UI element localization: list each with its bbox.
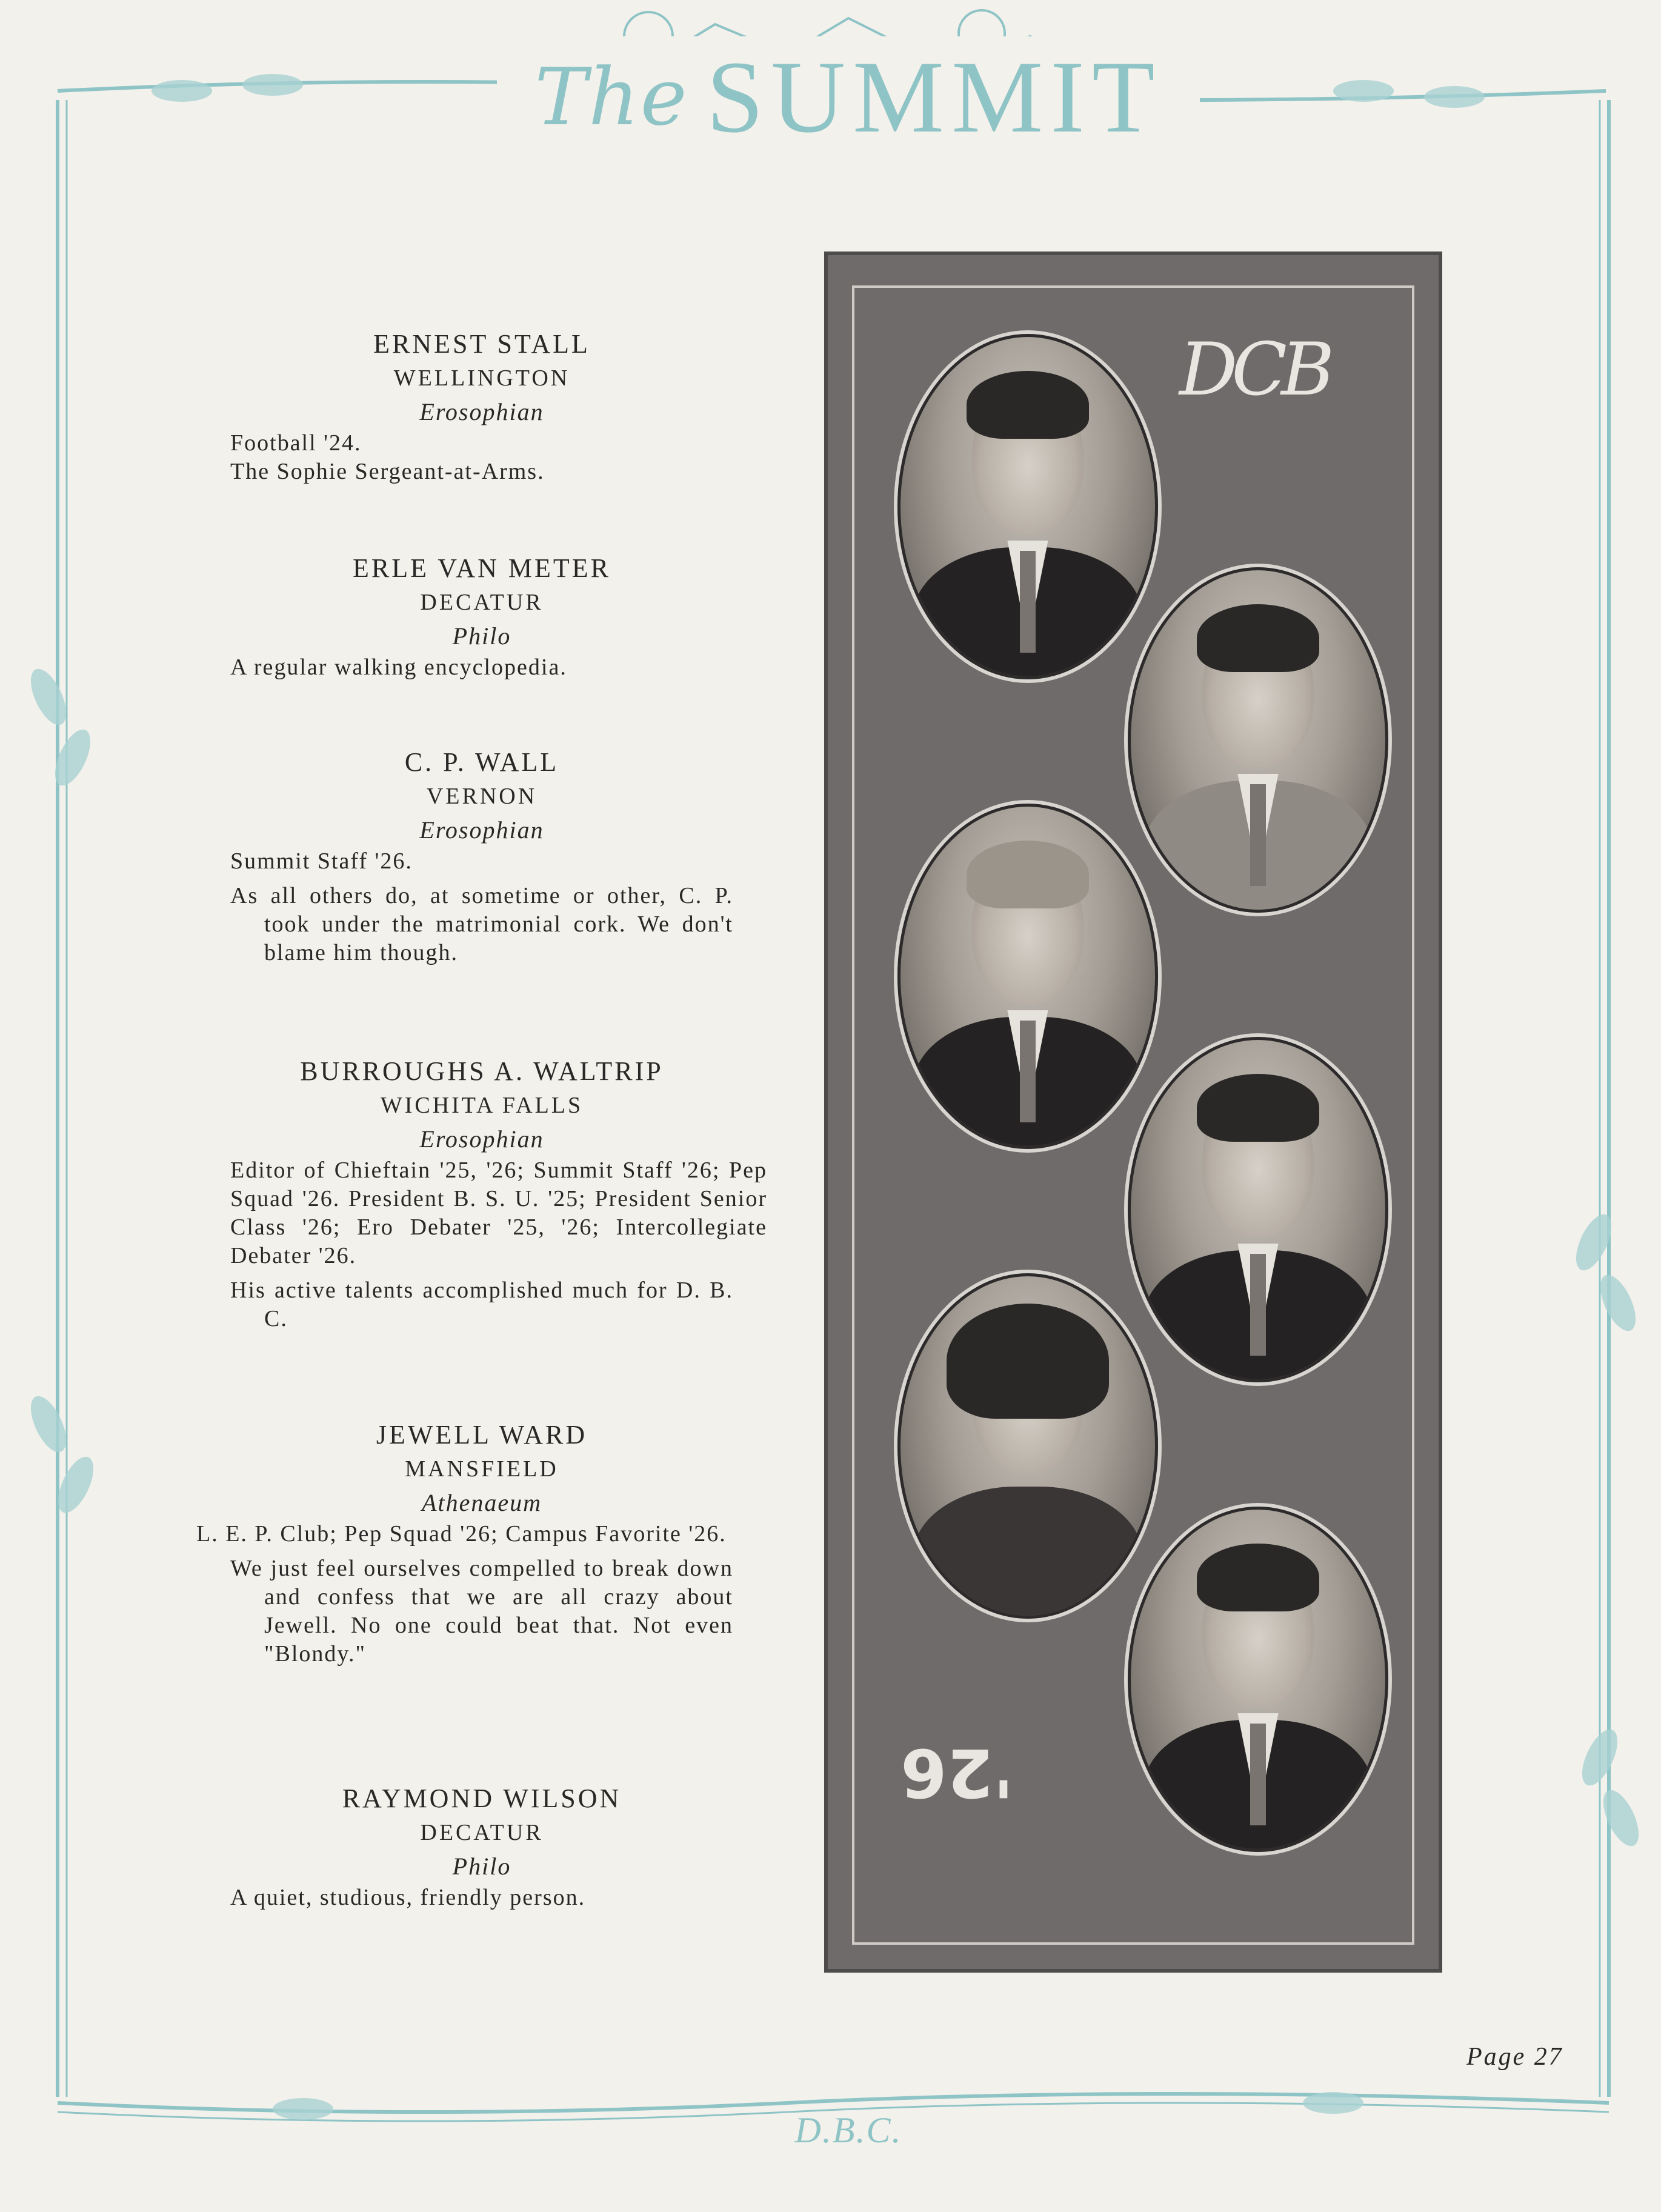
portrait-tie bbox=[1250, 1254, 1265, 1356]
entry-jewell-ward bbox=[196, 1418, 733, 1668]
entry-line: As all others do, at sometime or other, C. P. took under the matrimonial cork. We don't blame him though. bbox=[230, 883, 733, 965]
portrait-hair bbox=[1197, 1544, 1319, 1611]
masthead-prefix: The bbox=[534, 51, 688, 143]
class-year: '26 bbox=[900, 1734, 1014, 1811]
entry-line: L. E. P. Club; Pep Squad '26; Campus Favorite '26. bbox=[196, 1521, 727, 1547]
entry-town: MANSFIELD bbox=[405, 1456, 559, 1482]
entry-line: A regular walking encyclopedia. bbox=[230, 655, 567, 680]
entry-town: DECATUR bbox=[420, 590, 544, 615]
portrait-cp-wall bbox=[897, 804, 1158, 1149]
entry-name: ERLE VAN METER bbox=[353, 553, 611, 583]
page-number: Page 27 bbox=[1466, 2043, 1563, 2071]
entry-society: Erosophian bbox=[419, 398, 544, 425]
portrait-burroughs-waltrip bbox=[1128, 1037, 1388, 1382]
entry-cp-wall bbox=[230, 745, 733, 967]
entry-name: JEWELL WARD bbox=[376, 1420, 588, 1450]
portrait-tie bbox=[1020, 551, 1035, 653]
entry-town: DECATUR bbox=[420, 1820, 544, 1845]
portrait-tie bbox=[1250, 784, 1265, 886]
entry-society: Philo bbox=[452, 1853, 511, 1880]
portrait-hair bbox=[1197, 604, 1319, 672]
entry-society: Erosophian bbox=[419, 1125, 544, 1153]
entry-line: Editor of Chieftain '25, '26; Summit Staff '26; Pep Squad '26. President B. S. U. '25; President Senior Class '26; Ero Debater '25, '26; Intercollegiate Debater '26. bbox=[230, 1158, 767, 1268]
masthead-title: SUMMIT bbox=[706, 39, 1162, 154]
portrait-tie bbox=[1020, 1021, 1035, 1122]
portrait-hair bbox=[947, 1304, 1110, 1419]
entry-line: We just feel ourselves compelled to break down and confess that we are all crazy about Jewell. No one could beat that. Not even "Blondy." bbox=[230, 1556, 733, 1667]
entry-line: A quiet, studious, friendly person. bbox=[230, 1885, 586, 1910]
portrait-erle-van-meter bbox=[1128, 567, 1388, 913]
entry-raymond-wilson bbox=[230, 1782, 733, 1912]
portrait-hair bbox=[967, 841, 1089, 908]
portrait-body bbox=[913, 1487, 1142, 1619]
entry-line: The Sophie Sergeant-at-Arms. bbox=[230, 459, 545, 484]
portrait-tie bbox=[1250, 1724, 1265, 1825]
entry-town: WICHITA FALLS bbox=[380, 1093, 584, 1118]
entry-town: WELLINGTON bbox=[393, 365, 570, 391]
masthead bbox=[497, 36, 1200, 158]
portrait-hair bbox=[1197, 1074, 1319, 1142]
entry-society: Erosophian bbox=[419, 816, 544, 844]
entry-name: C. P. WALL bbox=[404, 747, 559, 777]
entry-burroughs-waltrip bbox=[230, 1054, 767, 1333]
entry-line: Football '24. bbox=[230, 430, 362, 456]
portrait-ernest-stall bbox=[897, 334, 1158, 679]
entry-name: BURROUGHS A. WALTRIP bbox=[300, 1056, 664, 1086]
entry-line: Summit Staff '26. bbox=[230, 848, 413, 874]
entry-ernest-stall bbox=[230, 327, 733, 486]
entry-name: RAYMOND WILSON bbox=[342, 1784, 622, 1813]
entry-society: Philo bbox=[452, 622, 511, 650]
portrait-raymond-wilson bbox=[1128, 1507, 1388, 1852]
portrait-panel bbox=[824, 252, 1442, 1973]
entry-name: ERNEST STALL bbox=[373, 329, 590, 359]
portrait-jewell-ward bbox=[897, 1273, 1158, 1619]
dbc-seal: D.B.C. bbox=[794, 2110, 902, 2150]
entry-erle-van-meter bbox=[230, 551, 733, 682]
entry-society: Athenaeum bbox=[422, 1489, 542, 1516]
entry-town: VERNON bbox=[426, 784, 538, 809]
monogram-emblem: DCB bbox=[1179, 328, 1329, 412]
portrait-hair bbox=[967, 371, 1089, 439]
entry-line: His active talents accomplished much for D. B. C. bbox=[230, 1278, 733, 1331]
